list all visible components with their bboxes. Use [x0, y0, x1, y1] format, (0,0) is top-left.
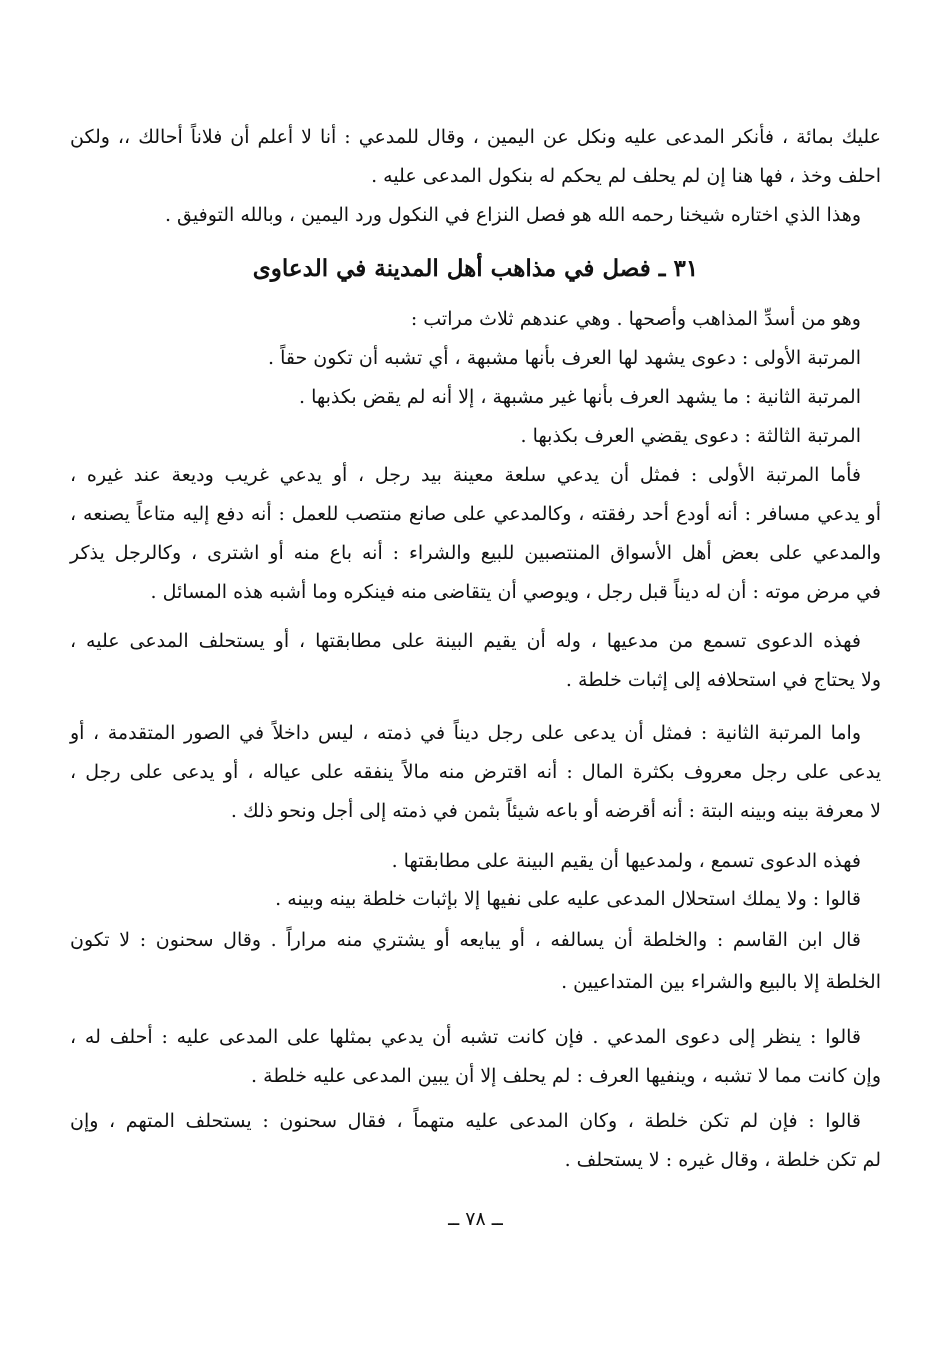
paragraph-1-line-2: احلف وخذ ، فها هنا إن لم يحلف لم يحكم له بنكول المدعى عليه .	[371, 165, 881, 187]
ibn-qasim-line-2: الخلطة إلا بالبيع والشراء بين المتداعيين .	[561, 971, 881, 993]
second-rank-detail-line-3: لا معرفة بينه وبينه البتة : أنه أقرضه أو باعه شيئاً بثمن في ذمته إلى أجل ونحو ذلك .	[230, 800, 881, 822]
paragraph-2-line-1: وهذا الذي اختاره شيخنا رحمه الله هو فصل النزاع في النكول ورد اليمين ، وبالله التوفيق .	[164, 204, 861, 226]
no-khulta-line-1: قالوا : فإن لم تكن خلطة ، وكان المدعى عليه متهماً ، فقال سحنون : يستحلف المتهم ، وإن	[70, 1110, 861, 1132]
intro-line: وهو من أسدِّ المذاهب وأصحها . وهي عندهم ثلاث مراتب :	[410, 308, 861, 330]
first-rank-detail-line-1: فأما المرتبة الأولى : فمثل أن يدعي سلعة معينة بيد رجل ، أو يدعي غريب وديعة عند غيره ،	[70, 464, 861, 486]
look-to-claim-line-2: وإن كانت مما لا تشبه ، وينفيها العرف : لم يحلف إلا أن يبين المدعى عليه خلطة .	[251, 1065, 881, 1087]
first-rank-detail-line-3: والمدعي على بعض أهل الأسواق المنتصبين للبيع والشراء : أنه باع منه أو اشترى ، وكالرجل يذكر	[70, 542, 881, 564]
page-number: ــ ٧٨ ــ	[448, 1208, 503, 1230]
ibn-qasim-line-1: قال ابن القاسم : والخلطة أن يسالفه ، أو يبايعه أو يشتري منه مراراً . وقال سحنون : لا تكون	[70, 929, 861, 951]
first-rank-detail-line-2: أو يدعي مسافر : أنه أودع أحد رفقته ، وكالمدعي على صانع منتصب للعمل : أنه دفع إليه متاعاً يصنعه ،	[70, 503, 881, 525]
second-rank-detail-line-2: يدعى على رجل معروف بكثرة المال : أنه اقترض منه مالاً ينفقه على عياله ، أو يدعى على رجل ،	[70, 761, 881, 783]
paragraph-1-line-1: عليك بمائة ، فأنكر المدعى عليه ونكل عن اليمين ، وقال للمدعي : أنا لا أعلم أن فلاناً أحالك ،، ولكن	[70, 126, 881, 148]
no-khulta-line-2: لم تكن خلطة ، وقال غيره : لا يستحلف .	[564, 1149, 881, 1171]
second-rank-ruling-line-1: فهذه الدعوى تسمع ، ولمدعيها أن يقيم البينة على مطابقتها .	[391, 850, 861, 872]
rank-second-line: المرتبة الثانية : ما يشهد العرف بأنها غير مشبهة ، إلا أنه لم يقض بكذبها .	[299, 386, 861, 408]
rank-first-line: المرتبة الأولى : دعوى يشهد لها العرف بأنها مشبهة ، أي تشبه أن تكون حقاً .	[268, 347, 861, 369]
look-to-claim-line-1: قالوا : ينظر إلى دعوى المدعي . فإن كانت تشبه أن يدعي بمثلها على المدعى عليه : أحلف له ،	[70, 1026, 861, 1048]
second-rank-ruling-line-2: قالوا : ولا يملك استحلال المدعى عليه على نفيها إلا بإثبات خلطة بينه وبينه .	[275, 888, 861, 910]
section-heading: ٣١ ـ فصل في مذاهب أهل المدينة في الدعاوى	[252, 255, 699, 282]
rank-third-line: المرتبة الثالثة : دعوى يقضي العرف بكذبها .	[520, 425, 861, 447]
first-rank-ruling-line-1: فهذه الدعوى تسمع من مدعيها ، وله أن يقيم البينة على مطابقتها ، أو يستحلف المدعى عليه ،	[70, 630, 861, 652]
first-rank-detail-line-4: في مرض موته : أن له ديناً قبل رجل ، ويوصي أن يتقاضى منه فينكره وما أشبه هذه المسائل .	[150, 581, 881, 603]
first-rank-ruling-line-2: ولا يحتاج في استحلافه إلى إثبات خلطة .	[565, 669, 881, 691]
second-rank-detail-line-1: واما المرتبة الثانية : فمثل أن يدعى على رجل ديناً في ذمته ، ليس داخلاً في الصور المتقدمة ، أو	[70, 722, 861, 744]
